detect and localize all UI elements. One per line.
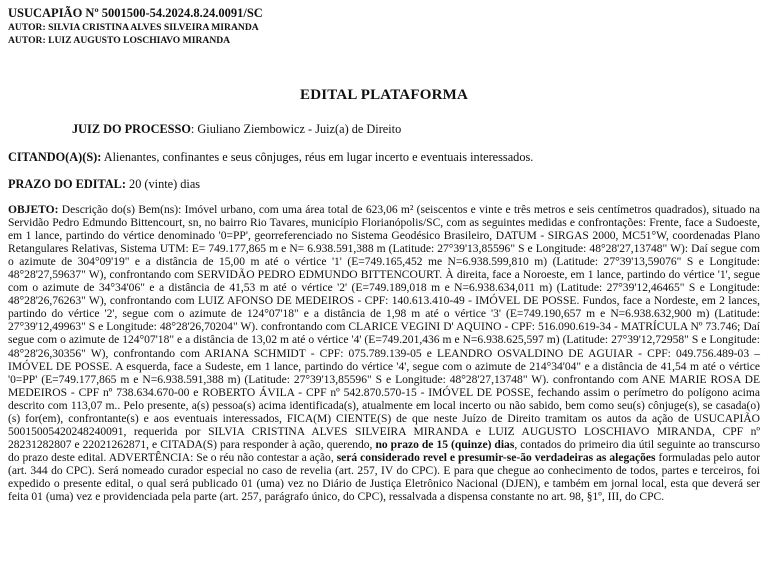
judge-line <box>8 122 760 137</box>
objeto-text-a: Descrição do(s) Bem(ns): Imóvel urbano, com uma área total de 623,06 m² (seiscentos e vinte e três metros e seis centímetros quadrados), situado na Servidão Pedro Edmundo Bittencourt, sn, no bairro Rio Tavares, município Florianópolis/SC, com as seguintes medidas e confrontações: Frente, face a Sudoeste, em 1 lance, partindo do vértice denominado '0=PP', georreferenciado no Sistema Geodésico Brasileiro, DATUM - SIRGAS 2000, MC51°W, coordenadas Plano Retangulares Relativas, Sistema UTM: E= 749.177,865 m e N= 6.938.591,388 m (Latitude: 27°39'13,85596" S e Longitude: 48°28'27,13748" W): Daí segue com o azimute de 304°09'19" e a distância de 15,00 m até o vértice '1' (E=749.165,452 me N=6.938.599,810 m) (Latitude: 27°39'13,59076" S e Longitude: 48°28'27,59637" W), confrontando com SERVIDÃO PEDRO EDMUNDO BITTENCOURT. À direita, face a Noroeste, em 1 lance, partindo do vértice '1', segue com o azimute de 34°34'06" e a distância de 41,53 m até o vértice '2' (E=749.189,018 m e N=6.938.634,011 m) (Latitude: 27°39'12,46465" S e Longitude: 48°28'26,76263" W), confrontando com LUIZ AFONSO DE MEDEIROS - CPF: 140.613.410-49 - IMÓVEL DE POSSE. Fundos, face a Nordeste, em 2 lances, partindo do vértice '2', segue com o azimute de 124°07'18" e a distância de 1,98 m até o vértice '3' (E=749.190,657 m e N=6.938.632,900 m) (Latitude: 27°39'12,49963" S e Longitude: 48°28'26,70204" W). confrontando com CLARICE VEGINI D' AQUINO - CPF: 516.090.619-34 - MATRÍCULA Nº 73.746; Daí segue com o azimute de 124°07'18" e a distância de 13,02 m até o vértice '4' (E=749.201,436 m e N=6.938.625,597 m) (Latitude: 27°39'12,72958" S e Longitude: 48°28'26,30356" W), confrontando com ARIANA SCHMIDT - CPF: 075.789.139-05 e LEANDRO OSVALDINO DE AGUIAR - CPF: 049.756.489-03 – IMÓVEL DE POSSE. A esquerda, face a Sudeste, em 1 lance, partindo do vértice '4', segue com o azimute de 214°34'04" e a distância de 41,54 m até o vértice '0=PP' (E=749.177,865 m e N=6.938.591,388 m) (Latitude: 27°39'13,85596" S e Longitude: 48°28'27,13748" W). confrontando com ANE MARIE ROSA DE MEDEIROS - CPF nº 738.634.670-00 e ROBERTO ÁVILA - CPF nº 542.870.570-15 - IMÓVEL DE POSSE, fechando assim o perímetro do polígono acima descrito com 113,07 m.. Pelo presente, a(s) pessoa(s) acima identificada(s), atualmente em local incerto ou não sabido, bem como seu(s) cônjuge(s), se casada(o)(s) for(em), confrontante(s) e aos eventuais interessados, FICA(M) CIENTE(S) de que neste Juízo de Direito tramitam os autos da ação de USUCAPIÃO 50015005420248240091, requerida por SILVIA CRISTINA ALVES SILVEIRA MIRANDA e LUIZ AUGUSTO LOSCHIAVO MIRANDA, CPF nº 28231282807 e 22021262871, e CITADA(S) para responder à ação, querendo, <box>8 204 760 451</box>
judge-label: JUIZ DO PROCESSO <box>72 122 191 136</box>
prazo-label: PRAZO DO EDITAL: <box>8 177 126 191</box>
citando-value: Alienantes, confinantes e seus cônjuges, réus em lugar incerto e eventuais interessados. <box>101 150 534 164</box>
citando-line <box>8 150 760 165</box>
document-title: EDITAL PLATAFORMA <box>300 87 468 103</box>
advertencia-highlight: será considerado revel e presumir-se-ão verdadeiras as alegações <box>336 451 656 464</box>
objeto-label: OBJETO: <box>8 204 59 216</box>
objeto-paragraph <box>8 204 760 504</box>
case-number: USUCAPIÃO Nº 5001500-54.2024.8.24.0091/SC <box>8 6 263 20</box>
citando-label: CITANDO(A)(S): <box>8 150 102 164</box>
judge-value: : Giuliano Ziembowicz - Juiz(a) de Direito <box>190 122 402 136</box>
objeto-text-c: formuladas pelo autor (art. 344 do CPC). Será nomeado curador especial no caso de revelia (art. 257, IV do CPC). E para que chegue ao conhecimento de todos, partes e terceiros, foi expedido o presente edital, o qual será publicado 01 (uma) vez no Diário de Justiça Eletrônico Nacional (DJEN), e também em jornal local, esta que deverá ser feita 01 (uma) vez e providenciada pela parte (art. 257, parágrafo único, do CPC), ressalvada a dispensa constante no art. 98, §1º, III, do CPC. <box>8 451 760 504</box>
prazo-line <box>8 177 760 192</box>
author-line-2: AUTOR: LUIZ AUGUSTO LOSCHIAVO MIRANDA <box>8 35 231 46</box>
prazo-highlight: no prazo de 15 (quinze) dias <box>375 438 515 451</box>
objeto-text-b: , contados do primeiro dia útil seguinte ao transcurso do prazo deste edital. ADVERTÊNCIA: Se o réu não contestar a ação, <box>8 438 760 464</box>
prazo-value: 20 (vinte) dias <box>125 177 201 191</box>
author-line-1: AUTOR: SILVIA CRISTINA ALVES SILVEIRA MIRANDA <box>8 22 259 33</box>
